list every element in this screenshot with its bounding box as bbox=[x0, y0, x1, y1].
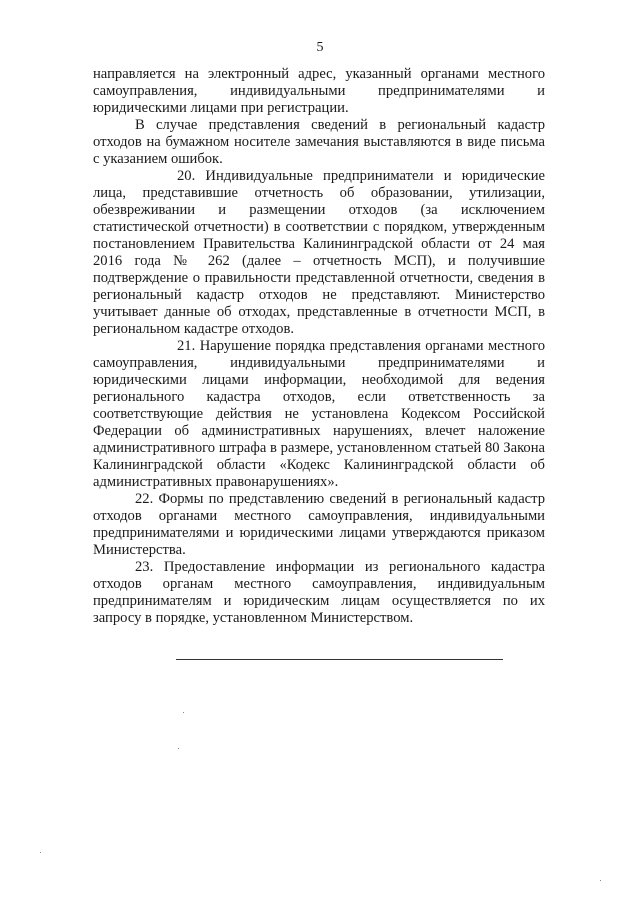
paragraph-number: 21. bbox=[177, 338, 196, 354]
paragraph-20 bbox=[93, 168, 545, 338]
scan-speck bbox=[40, 852, 41, 853]
paragraph-text: 23. Предоставление информации из регионального кадастра отходов органам местного самоуправления, индивидуальным предпринимателям и юридическим лицам осуществляется по их запросу в порядке, установленном Министерством. bbox=[93, 559, 545, 626]
paragraph-23 bbox=[93, 559, 545, 627]
paragraph-paper-submission bbox=[93, 117, 545, 168]
paragraph-text: направляется на электронный адрес, указанный органами местного самоуправления, индивидуальными предпринимателями и юридическими лицами при регистрации. bbox=[93, 66, 545, 116]
paragraph-22 bbox=[93, 491, 545, 559]
paragraph-text: Индивидуальные предприниматели и юридические лица, представившие отчетность об образовании, утилизации, обезвреживании и размещении отходов (за исключением статистической отчетности) в соответствии с порядком, утвержденным постановлением Правительства Калининградской области от 24 мая 2016 года № 262 (далее – отчетность МСП), и получившие подтверждение о правильности представленной отчетности, сведения в региональный кадастр отходов не представляют. Министерство учитывает данные об отходах, представленные в отчетности МСП, в региональном кадастре отходов. bbox=[93, 168, 545, 337]
page-number: 5 bbox=[316, 40, 324, 55]
paragraph-21 bbox=[93, 338, 545, 491]
paragraph-continuation bbox=[93, 66, 545, 117]
paragraph-number: 20. bbox=[177, 168, 196, 184]
scan-speck bbox=[600, 880, 601, 881]
paragraph-text: Нарушение порядка представления органами местного самоуправления, индивидуальными предпринимателями и юридическими лицами информации, необходимой для ведения регионального кадастра отходов, если ответственность за соответствующие действия не установлена Кодексом Российской Федерации об административных нарушениях, влечет наложение административного штрафа в размере, установленном статьей 80 Закона Калининградской области «Кодекс Калининградской области об административных правонарушениях». bbox=[93, 338, 545, 490]
scan-speck bbox=[183, 712, 184, 713]
document-body bbox=[93, 66, 545, 627]
end-separator-line bbox=[176, 659, 503, 660]
paragraph-text: 22. Формы по представлению сведений в региональный кадастр отходов органами местного самоуправления, индивидуальными предпринимателями и юридическими лицами утверждаются приказом Министерства. bbox=[93, 491, 545, 558]
scan-speck bbox=[178, 748, 179, 749]
paragraph-text: В случае представления сведений в региональный кадастр отходов на бумажном носителе замечания выставляются в виде письма с указанием ошибок. bbox=[93, 117, 545, 167]
